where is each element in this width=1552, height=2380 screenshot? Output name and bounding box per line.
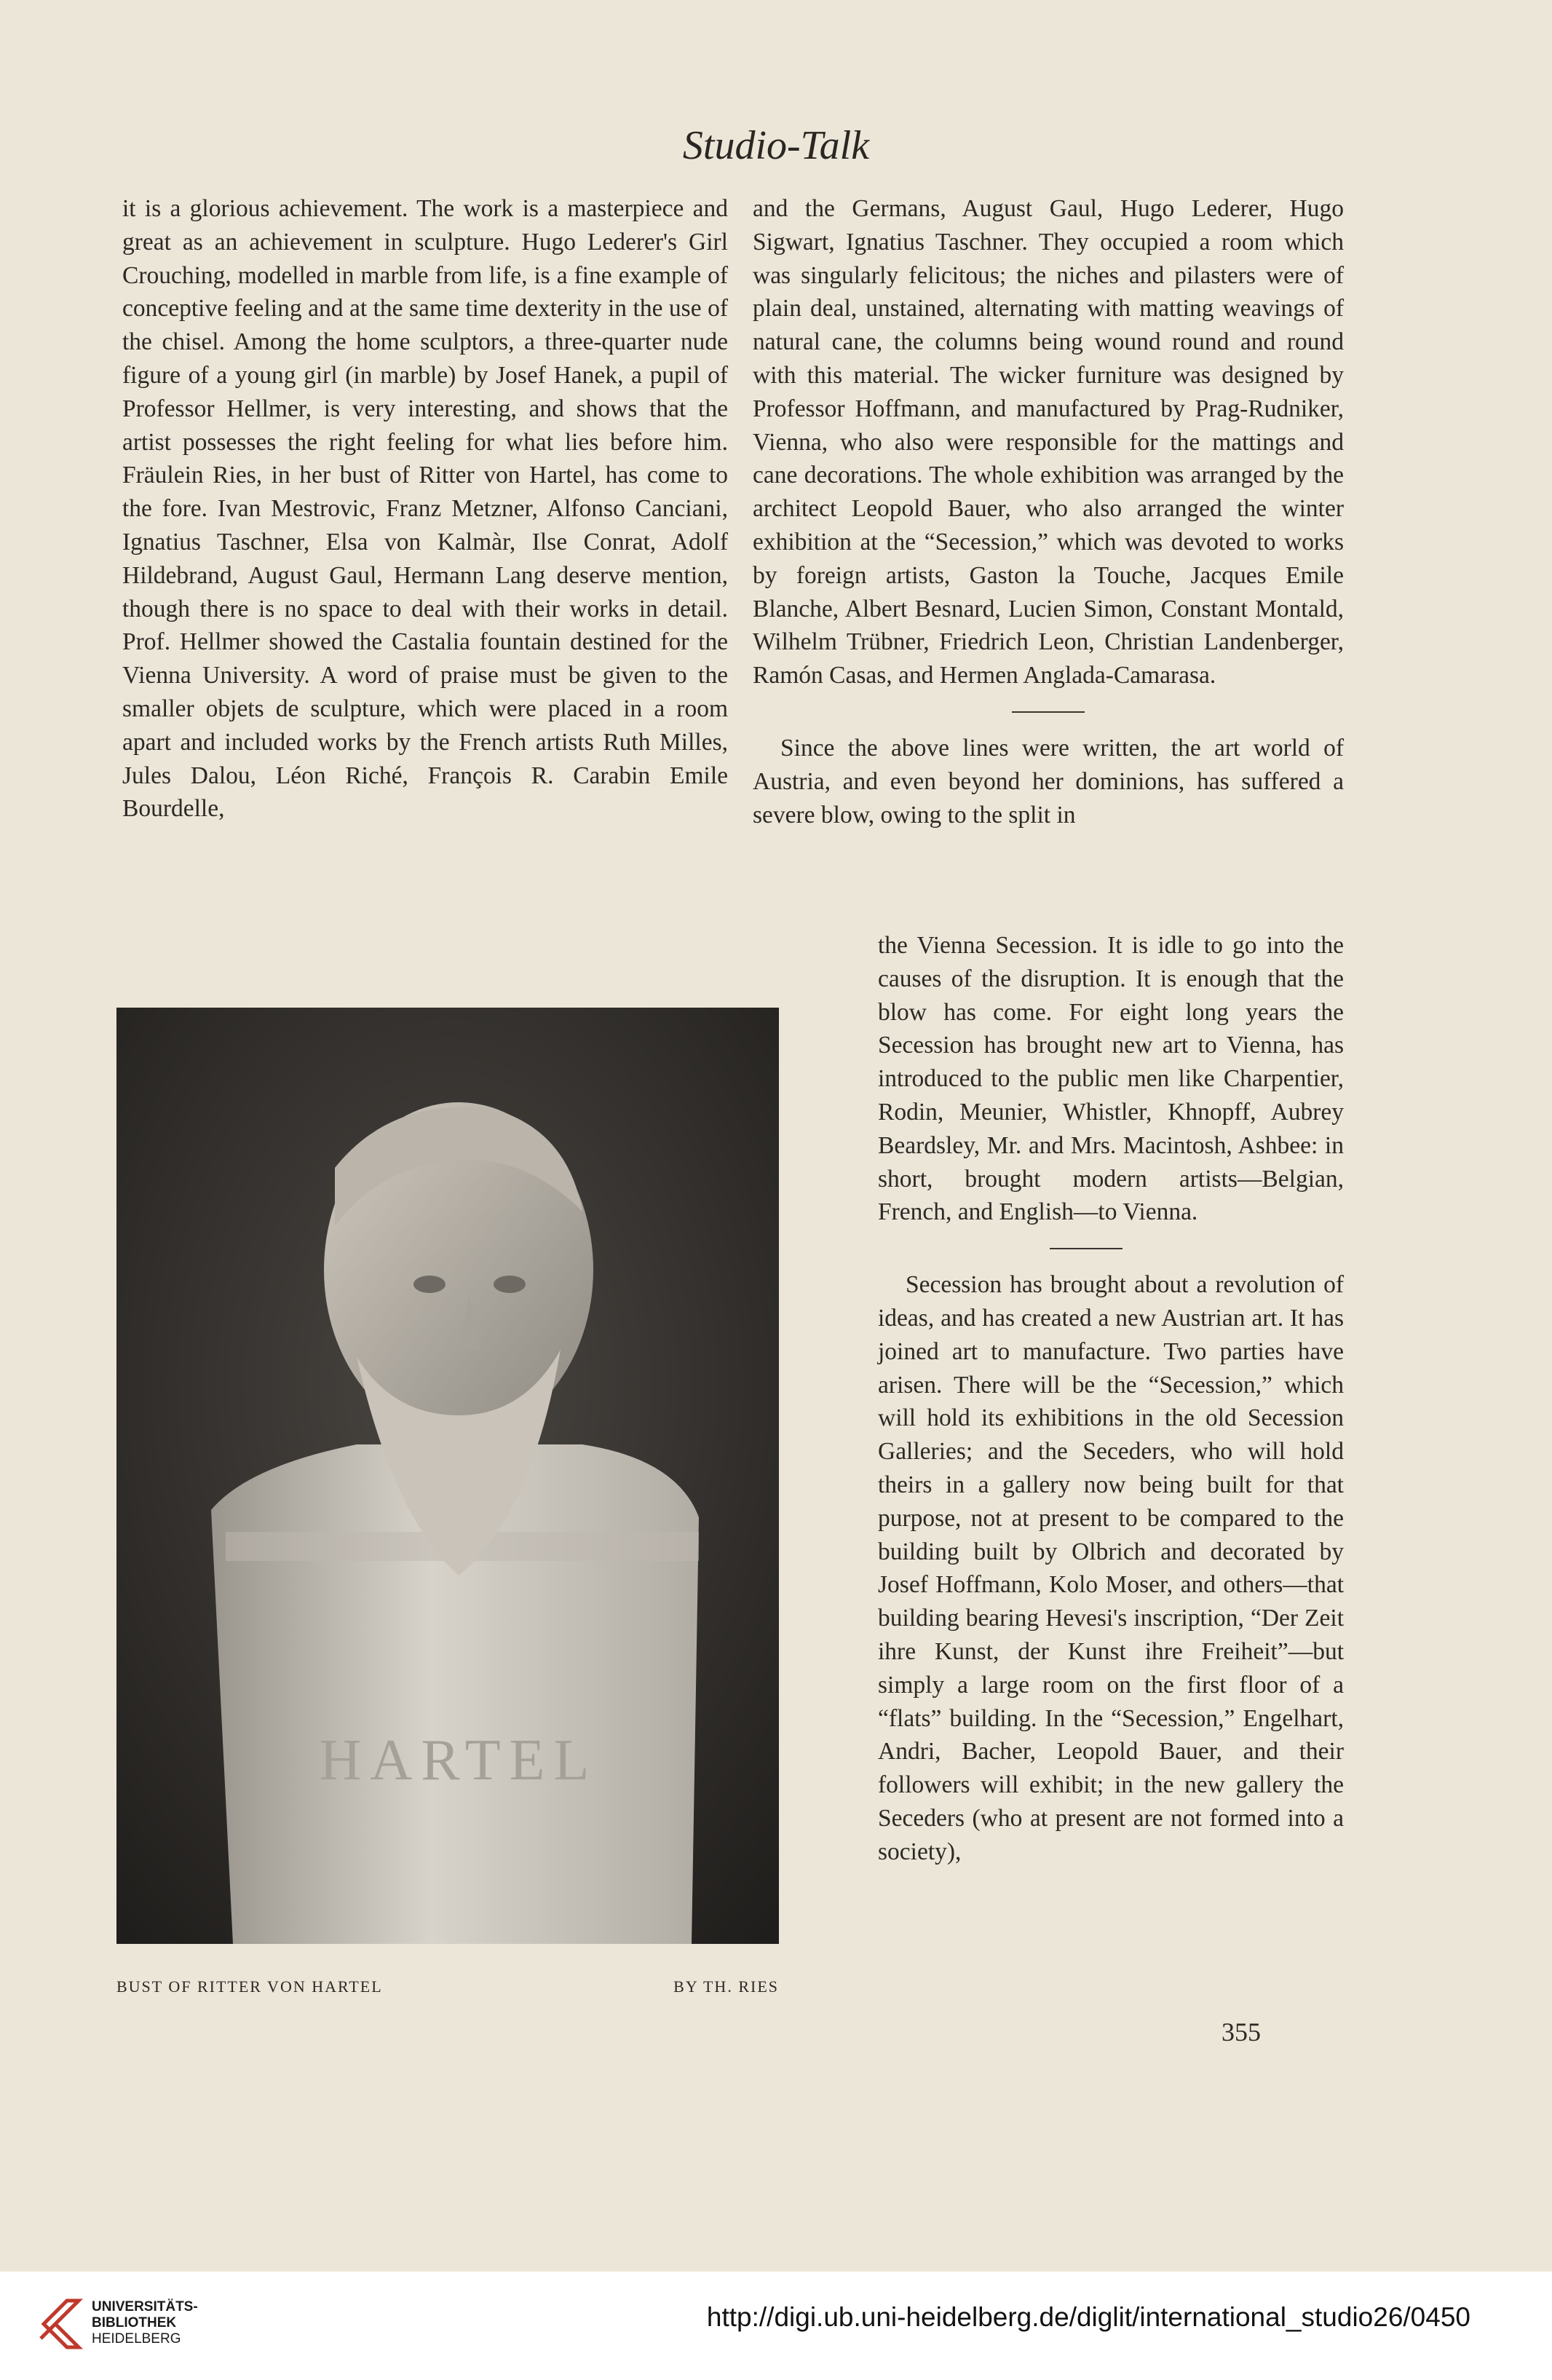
column-right-top (753, 192, 1344, 831)
library-line: BIBLIOTHEK (92, 2315, 177, 2330)
library-line: UNIVERSITÄTS- (92, 2299, 198, 2314)
paragraph: Since the above lines were written, the art world of Austria, and even beyond her dominions, has suffered a severe blow, owing to the split in (753, 734, 1344, 829)
section-divider (1012, 711, 1085, 713)
caption-credit: BY TH. RIES (673, 1977, 779, 1996)
library-name[interactable] (92, 2299, 198, 2347)
figure-caption (116, 1977, 779, 1996)
running-head: Studio-Talk (682, 123, 870, 168)
paragraph: and the Germans, August Gaul, Hugo Lederer, Hugo Sigwart, Ignatius Taschner. They occupied a room which was singularly felicitous; the niches and pilasters were of plain deal, unstained, alternating with matting weavings of natural cane, the columns being wound round and round with this material. The wicker furniture was designed by Professor Hoffmann, and manufactured by Prag-Rudniker, Vienna, who also were responsible for the mattings and cane decorations. The whole exhibition was arranged by the architect Leopold Bauer, who also arranged the winter exhibition at the “Secession,” which was devoted to works by foreign artists, Gaston la Touche, Jacques Emile Blanche, Albert Besnard, Lucien Simon, Constant Montald, Wilhelm Trübner, Friedrich Leon, Christian Landenberger, Ramón Casas, and Hermen Anglada-Camarasa. (753, 195, 1344, 689)
library-line: HEIDELBERG (92, 2331, 181, 2347)
page-number: 355 (1222, 2017, 1261, 2047)
digitization-footer (0, 2272, 1552, 2380)
column-left (122, 192, 728, 826)
library-logo-icon[interactable] (38, 2295, 84, 2353)
paragraph: the Vienna Secession. It is idle to go into the causes of the disruption. It is enough that the blow has come. For eight long years the Secession has brought new art to Vienna, has introduced to the public men like Charpentier, Rodin, Meunier, Whistler, Khnopff, Aubrey Beardsley, Mr. and Mrs. Macintosh, Ashbee: in short, brought modern artists—Belgian, French, and English—to Vienna. (878, 932, 1344, 1226)
column-right-bottom (878, 929, 1344, 1869)
caption-title: BUST OF RITTER VON HARTEL (116, 1977, 383, 1996)
source-url-link[interactable]: http://digi.ub.uni-heidelberg.de/diglit/international_studio26/0450 (706, 2302, 1470, 2332)
paragraph: Secession has brought about a revolution of ideas, and has created a new Austrian art. It has joined art to manufacture. Two parties have arisen. There will be the “Secession,” which will hold its exhibitions in the old Secession Galleries; and the Seceders, who will hold theirs in a gallery now being built for that purpose, not at present to be compared to the building built by Olbrich and decorated by Josef Hoffmann, Kolo Moser, and others—that building bearing Hevesi's inscription, “Der Zeit ihre Kunst, der Kunst ihre Freiheit”—but simply a large room on the first floor of a “flats” building. In the “Secession,” Engelhart, Andri, Bacher, Leopold Bauer, and their followers will exhibit; in the new gallery the Seceders (who at present are not formed into a society), (878, 1271, 1344, 1865)
paragraph: it is a glorious achievement. The work is a masterpiece and great as an achievement in sculpture. Hugo Lederer's Girl Crouching, modelled in marble from life, is a fine example of conceptive feeling and at the same time dexterity in the use of the chisel. Among the home sculptors, a three-quarter nude figure of a young girl (in marble) by Josef Hanek, a pupil of Professor Hellmer, is very interesting, and shows that the artist possesses the right feeling for what lies before him. Fräulein Ries, in her bust of Ritter von Hartel, has come to the fore. Ivan Mestrovic, Franz Metzner, Alfonso Canciani, Ignatius Taschner, Elsa von Kalmàr, Ilse Conrat, Adolf Hildebrand, August Gaul, Hermann Lang deserve mention, though there is no space to deal with their works in detail. Prof. Hellmer showed the Castalia fountain destined for the Vienna University. A word of praise must be given to the smaller objets de sculpture, which were placed in a room apart and included works by the French artists Ruth Milles, Jules Dalou, Léon Riché, François R. Carabin Emile Bourdelle, (122, 195, 728, 823)
bust-illustration (116, 1008, 779, 1944)
section-divider (1050, 1248, 1123, 1249)
bust-inscription: HARTEL (319, 1728, 598, 1792)
bust-photograph (116, 1008, 779, 1944)
